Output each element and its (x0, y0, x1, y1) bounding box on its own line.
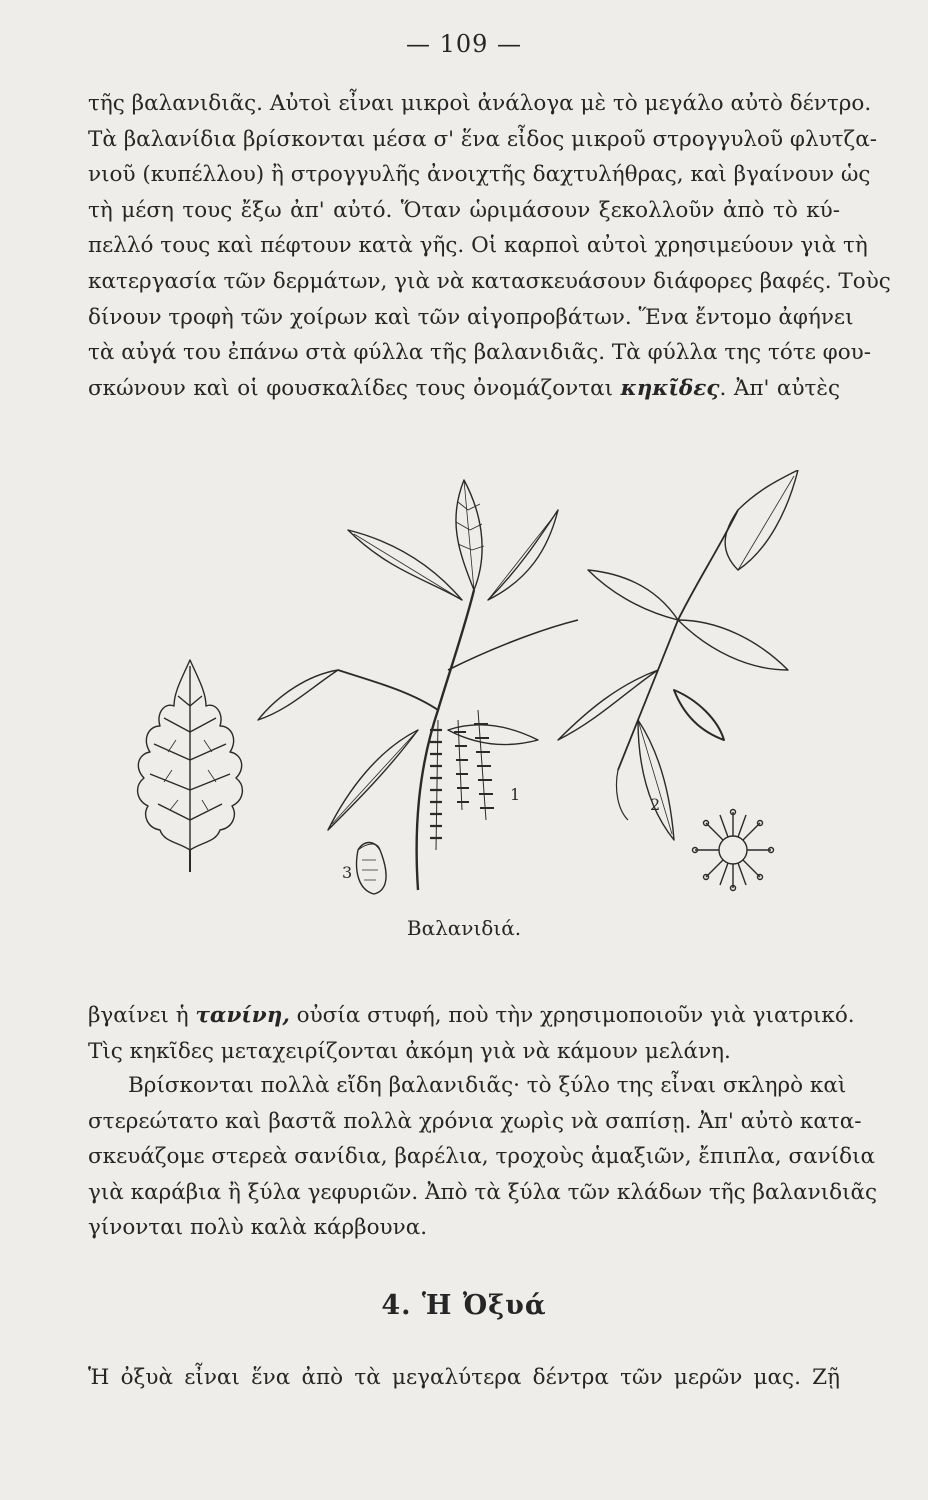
paragraph-tannin (88, 998, 855, 1069)
text-fragment: οὐσία στυφή, ποὺ τὴν χρησιμοποιοῦν γιὰ γιατρικό. (296, 1003, 855, 1028)
text-line: στερεώτατο καὶ βαστᾶ πολλὰ χρόνια χωρὶς νὰ σαπίσῃ. Ἀπ' αὐτὸ κατα- (88, 1108, 862, 1134)
figure-label-1: 1 (510, 785, 521, 804)
figure-label-3: 3 (342, 863, 353, 882)
text-line: τὴ μέση τους ἔξω ἀπ' αὐτό. Ὅταν ὡριμάσουν ξεκολλοῦν ἀπὸ τὸ κύ- (88, 197, 840, 223)
figure-caption: Βαλανιδιά. (406, 916, 522, 940)
text-line: Τὰ βαλανίδια βρίσκονται μέσα σ' ἕνα εἶδος μικροῦ στρογγυλοῦ φλυτζα- (88, 126, 877, 152)
section-heading (0, 1290, 928, 1321)
keyword-tanini: τανίνη, (195, 1003, 290, 1028)
text-line: νιοῦ (κυπέλλου) ἢ στρογγυλῆς ἀνοιχτῆς δαχτυλήθρας, καὶ βγαίνουν ὡς (88, 162, 871, 188)
text-line: γίνονται πολὺ καλὰ κάρβουνα. (88, 1215, 428, 1241)
text-line: Ἡ ὀξυὰ εἶναι ἕνα ἀπὸ τὰ μεγαλύτερα δέντρα τῶν μερῶν μας. Ζῇ (88, 1365, 840, 1390)
keyword-kikides: κηκῖδες (620, 375, 720, 401)
oak-flower-drawing (693, 810, 774, 891)
text-line: δίνουν τροφὴ τῶν χοίρων καὶ τῶν αἰγοπροβάτων. Ἕνα ἔντομο ἀφήνει (88, 304, 854, 330)
oak-leaf-cluster-drawing (558, 470, 798, 840)
text-line: Βρίσκονται πολλὰ εἴδη βαλανιδιᾶς· τὸ ξύλο της εἶναι σκληρὸ καὶ (128, 1073, 847, 1098)
text-line: πελλό τους καὶ πέφτουν κατὰ γῆς. Οἱ καρποὶ αὐτοὶ χρησιμεύουν γιὰ τὴ (88, 233, 868, 259)
paragraph-beech (88, 1360, 840, 1396)
section-title: 4. Ἡ Ὀξυά (381, 1290, 547, 1321)
oak-drawing (118, 470, 848, 920)
text-fragment: . Ἀπ' αὐτὲς (719, 375, 840, 401)
text-line: Τὶς κηκῖδες μεταχειρίζονται ἀκόμη γιὰ νὰ κάμουν μελάνη. (88, 1038, 731, 1064)
page-number: — 109 — (405, 30, 523, 58)
text-line (88, 998, 855, 1034)
text-line: σκευάζομε στερεὰ σανίδια, βαρέλια, τροχοὺς ἁμαξιῶν, ἔπιπλα, σανίδια (88, 1144, 876, 1170)
paragraph-oak-wood (88, 1068, 878, 1246)
oak-branch-drawing (258, 480, 578, 894)
text-line (88, 371, 840, 407)
figure-label-2: 2 (650, 795, 661, 814)
text-fragment: σκώνουν καὶ οἱ φουσκαλίδες τους ὀνομάζονται (88, 375, 614, 401)
text-line: τῆς βαλανιδιᾶς. Αὐτοὶ εἶναι μικροὶ ἀνάλογα μὲ τὸ μεγάλο αὐτὸ δέντρο. (88, 91, 872, 116)
text-line: γιὰ καράβια ἢ ξύλα γεφυριῶν. Ἀπὸ τὰ ξύλα τῶν κλάδων τῆς βαλανιδιᾶς (88, 1179, 878, 1205)
oak-leaf-drawing (138, 660, 243, 872)
text-line: τὰ αὐγά του ἐπάνω στὰ φύλλα τῆς βαλανιδιᾶς. Τὰ φύλλα της τότε φου- (88, 340, 872, 366)
text-line: κατεργασία τῶν δερμάτων, γιὰ νὰ κατασκευάσουν διάφορες βαφές. Τοὺς (88, 268, 891, 294)
text-fragment: βγαίνει ἡ (88, 1003, 189, 1028)
paragraph-oak-fruits (88, 86, 891, 406)
oak-illustration (118, 470, 848, 920)
